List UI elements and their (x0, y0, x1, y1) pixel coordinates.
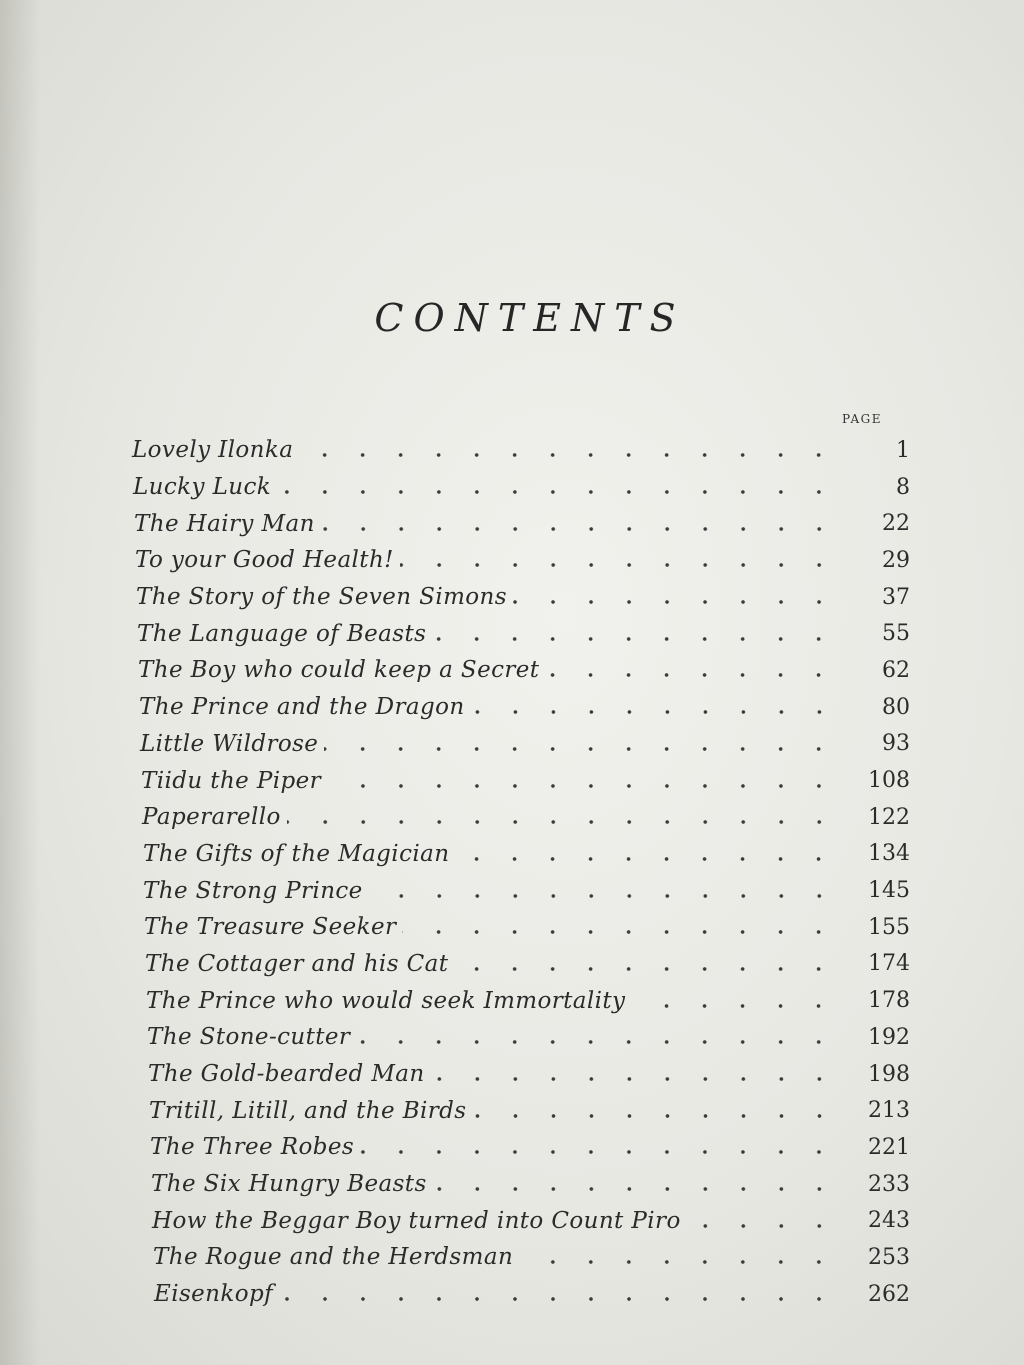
dot-leader (299, 453, 838, 457)
toc-entry-title: The Boy who could keep a Secret (138, 657, 540, 684)
dot-leader (324, 747, 838, 751)
dot-leader (327, 784, 838, 788)
toc-entry-title: Lucky Luck (133, 474, 272, 501)
toc-entry-page-number: 174 (868, 951, 910, 977)
dot-leader (432, 637, 838, 641)
toc-entry (0, 1166, 1024, 1203)
toc-entry-page-number: 62 (882, 657, 910, 683)
toc-entry (0, 982, 1024, 1019)
toc-entry (0, 1092, 1024, 1129)
toc-entry-title: The Language of Beasts (137, 620, 427, 647)
toc-entry (0, 579, 1024, 616)
toc-entry-page-number: 29 (882, 547, 910, 573)
dot-leader (277, 490, 838, 494)
toc-entry-page-number: 1 (896, 437, 910, 463)
dot-leader (519, 1260, 838, 1264)
toc-entry-page-number: 192 (868, 1024, 910, 1050)
toc-entry-title: Little Wildrose (140, 730, 319, 757)
dot-leader (402, 930, 838, 934)
toc-entry-page-number: 221 (868, 1134, 910, 1160)
toc-entry (0, 946, 1024, 983)
dot-leader (471, 710, 838, 714)
dot-leader (454, 967, 838, 971)
dot-leader (360, 1150, 838, 1154)
toc-entry (0, 1276, 1024, 1313)
toc-entry (0, 1239, 1024, 1276)
toc-entry-title: Paperarello (142, 804, 281, 831)
toc-entry-title: The Story of the Seven Simons (136, 584, 507, 611)
toc-entry-title: The Rogue and the Herdsman (153, 1244, 514, 1271)
toc-entry (0, 1056, 1024, 1093)
dot-leader (545, 673, 838, 677)
toc-entry (0, 726, 1024, 763)
dot-leader (687, 1224, 838, 1228)
toc-entry-title: To your Good Health! (135, 547, 394, 574)
toc-entry-page-number: 198 (868, 1061, 910, 1087)
toc-entry-page-number: 145 (868, 878, 910, 904)
dot-leader (279, 1297, 838, 1301)
dot-leader (631, 1004, 838, 1008)
contents-heading: CONTENTS (374, 296, 686, 340)
toc-entry-title: The Treasure Seeker (144, 914, 397, 941)
toc-entry-title: Lovely Ilonka (132, 437, 294, 464)
toc-entry-page-number: 134 (868, 841, 910, 867)
toc-entry-title: Tiidu the Piper (141, 767, 322, 794)
toc-entry (0, 542, 1024, 579)
toc-entry-title: The Gifts of the Magician (143, 840, 450, 867)
toc-entry (0, 762, 1024, 799)
dot-leader (455, 857, 838, 861)
toc-entry (0, 872, 1024, 909)
toc-entry-page-number: 8 (896, 474, 910, 500)
toc-entry (0, 689, 1024, 726)
toc-entry (0, 652, 1024, 689)
toc-entry (0, 615, 1024, 652)
dot-leader (369, 894, 838, 898)
toc-entry-page-number: 243 (868, 1208, 910, 1234)
toc-entry-page-number: 37 (882, 584, 910, 610)
toc-entry (0, 836, 1024, 873)
toc-entry (0, 505, 1024, 542)
toc-entry-page-number: 93 (882, 731, 910, 757)
toc-entry (0, 1129, 1024, 1166)
toc-entry-title: The Prince and the Dragon (139, 694, 465, 721)
toc-entry-page-number: 80 (882, 694, 910, 720)
toc-entry (0, 469, 1024, 506)
dot-leader (431, 1077, 838, 1081)
toc-entry-title: The Prince who would seek Immortality (146, 987, 626, 1014)
toc-entry-page-number: 213 (868, 1098, 910, 1124)
toc-entry-page-number: 108 (868, 768, 910, 794)
toc-entry-title: The Gold-bearded Man (148, 1061, 425, 1088)
toc-entry-title: The Cottager and his Cat (145, 950, 449, 977)
toc-entry-title: Eisenkopf (154, 1281, 273, 1308)
toc-entry-title: How the Beggar Boy turned into Count Piro (152, 1207, 681, 1234)
table-of-contents (0, 432, 1024, 1313)
toc-entry-page-number: 233 (868, 1171, 910, 1197)
toc-entry-page-number: 55 (882, 621, 910, 647)
toc-entry (0, 1019, 1024, 1056)
toc-entry-title: The Hairy Man (134, 510, 315, 537)
toc-entry-page-number: 22 (882, 511, 910, 537)
toc-entry (0, 432, 1024, 469)
toc-entry-title: The Six Hungry Beasts (151, 1171, 427, 1198)
toc-entry (0, 909, 1024, 946)
toc-entry-page-number: 262 (868, 1281, 910, 1307)
toc-entry-page-number: 253 (868, 1244, 910, 1270)
toc-entry-title: The Strong Prince (143, 877, 363, 904)
toc-entry (0, 1202, 1024, 1239)
dot-leader (513, 600, 838, 604)
toc-entry-page-number: 178 (868, 988, 910, 1014)
toc-entry-title: The Stone-cutter (147, 1024, 351, 1051)
dot-leader (321, 527, 838, 531)
toc-entry (0, 799, 1024, 836)
dot-leader (287, 820, 838, 824)
page-column-label: PAGE (842, 412, 882, 426)
toc-entry-title: Tritill, Litill, and the Birds (149, 1097, 467, 1124)
dot-leader (356, 1040, 838, 1044)
dot-leader (400, 563, 838, 567)
toc-entry-page-number: 155 (868, 914, 910, 940)
toc-entry-page-number: 122 (868, 804, 910, 830)
dot-leader (433, 1187, 838, 1191)
toc-entry-title: The Three Robes (150, 1134, 355, 1161)
dot-leader (473, 1114, 838, 1118)
